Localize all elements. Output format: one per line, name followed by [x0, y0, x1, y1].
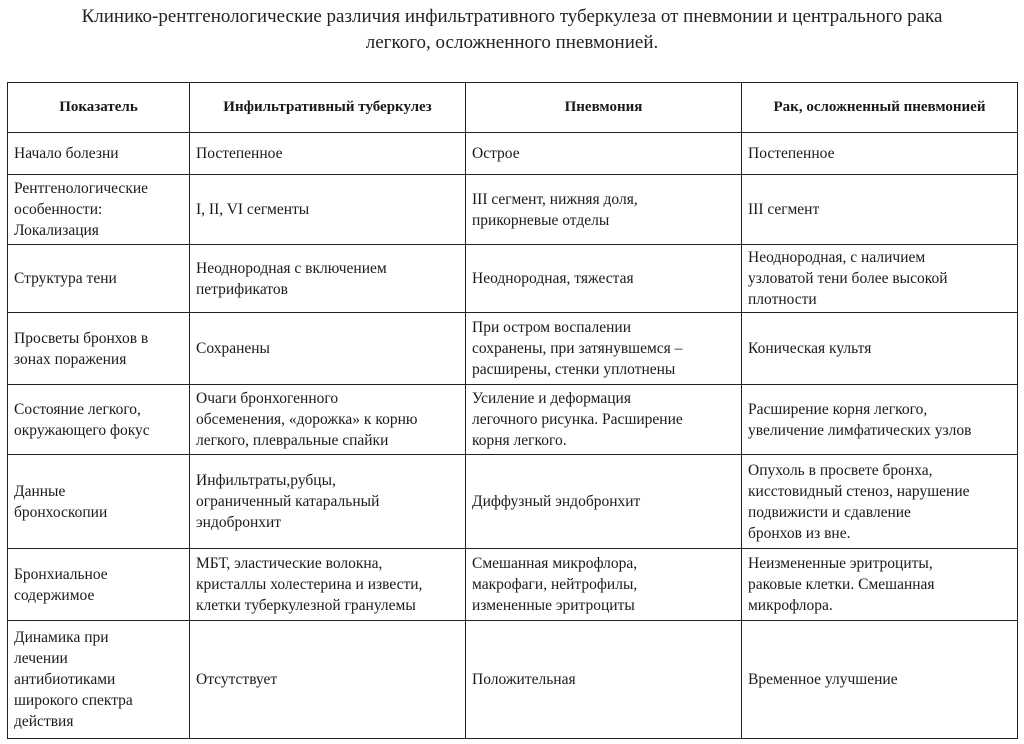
cell-pneumonia: Неоднородная, тяжестая — [466, 245, 742, 313]
cell-indicator: Бронхиальное содержимое — [8, 549, 190, 621]
cell-cancer: III сегмент — [742, 175, 1018, 245]
table-row — [8, 133, 1018, 175]
cell-pneumonia: Диффузный эндобронхит — [466, 455, 742, 549]
cell-tuberculosis: Постепенное — [190, 133, 466, 175]
table-header-row — [8, 83, 1018, 133]
cell-pneumonia: Смешанная микрофлора, макрофаги, нейтрофилы, измененные эритроциты — [466, 549, 742, 621]
table-row — [8, 621, 1018, 739]
cell-cancer: Временное улучшение — [742, 621, 1018, 739]
cell-tuberculosis: Неоднородная с включением петрификатов — [190, 245, 466, 313]
cell-indicator: Данные бронхоскопии — [8, 455, 190, 549]
cell-pneumonia: Усиление и деформация легочного рисунка. Расширение корня легкого. — [466, 385, 742, 455]
cell-cancer: Постепенное — [742, 133, 1018, 175]
cell-cancer: Неоднородная, с наличием узловатой тени более высокой плотности — [742, 245, 1018, 313]
cell-indicator: Просветы бронхов в зонах поражения — [8, 313, 190, 385]
cell-indicator: Начало болезни — [8, 133, 190, 175]
cell-tuberculosis: Инфильтраты,рубцы, ограниченный катаральный эндобронхит — [190, 455, 466, 549]
table-row — [8, 313, 1018, 385]
table-row — [8, 385, 1018, 455]
cell-pneumonia: Острое — [466, 133, 742, 175]
header-pneumonia: Пневмония — [466, 83, 742, 133]
cell-indicator: Состояние легкого, окружающего фокус — [8, 385, 190, 455]
header-indicator: Показатель — [8, 83, 190, 133]
cell-cancer: Опухоль в просвете бронха, кисстовидный стеноз, нарушение подвижисти и сдавление бронхов из вне. — [742, 455, 1018, 549]
document-title-line-1: Клинико-рентгенологические различия инфильтративного туберкулеза от пневмонии и центрального рака — [81, 6, 943, 27]
cell-tuberculosis: Очаги бронхогенного обсеменения, «дорожка» к корню легкого, плевральные спайки — [190, 385, 466, 455]
cell-tuberculosis: Сохранены — [190, 313, 466, 385]
cell-indicator: Структура тени — [8, 245, 190, 313]
table-row — [8, 175, 1018, 245]
cell-pneumonia: При остром воспалении сохранены, при затянувшемся – расширены, стенки уплотнены — [466, 313, 742, 385]
document-title — [0, 4, 1024, 56]
cell-tuberculosis: I, II, VI сегменты — [190, 175, 466, 245]
cell-indicator: Рентгенологические особенности: Локализация — [8, 175, 190, 245]
header-tuberculosis: Инфильтративный туберкулез — [190, 83, 466, 133]
cell-tuberculosis: МБТ, эластические волокна, кристаллы холестерина и извести, клетки туберкулезной гранулемы — [190, 549, 466, 621]
table-row — [8, 549, 1018, 621]
cell-indicator: Динамика при лечении антибиотиками широкого спектра действия — [8, 621, 190, 739]
cell-cancer: Расширение корня легкого, увеличение лимфатических узлов — [742, 385, 1018, 455]
document-title-line-2: легкого, осложненного пневмонией. — [365, 32, 659, 53]
table-row — [8, 455, 1018, 549]
cell-cancer: Неизмененные эритроциты, раковые клетки. Смешанная микрофлора. — [742, 549, 1018, 621]
cell-cancer: Коническая культя — [742, 313, 1018, 385]
cell-tuberculosis: Отсутствует — [190, 621, 466, 739]
cell-pneumonia: Положительная — [466, 621, 742, 739]
header-cancer: Рак, осложненный пневмонией — [742, 83, 1018, 133]
table-row — [8, 245, 1018, 313]
comparison-table — [7, 82, 1018, 739]
cell-pneumonia: III сегмент, нижняя доля, прикорневые отделы — [466, 175, 742, 245]
